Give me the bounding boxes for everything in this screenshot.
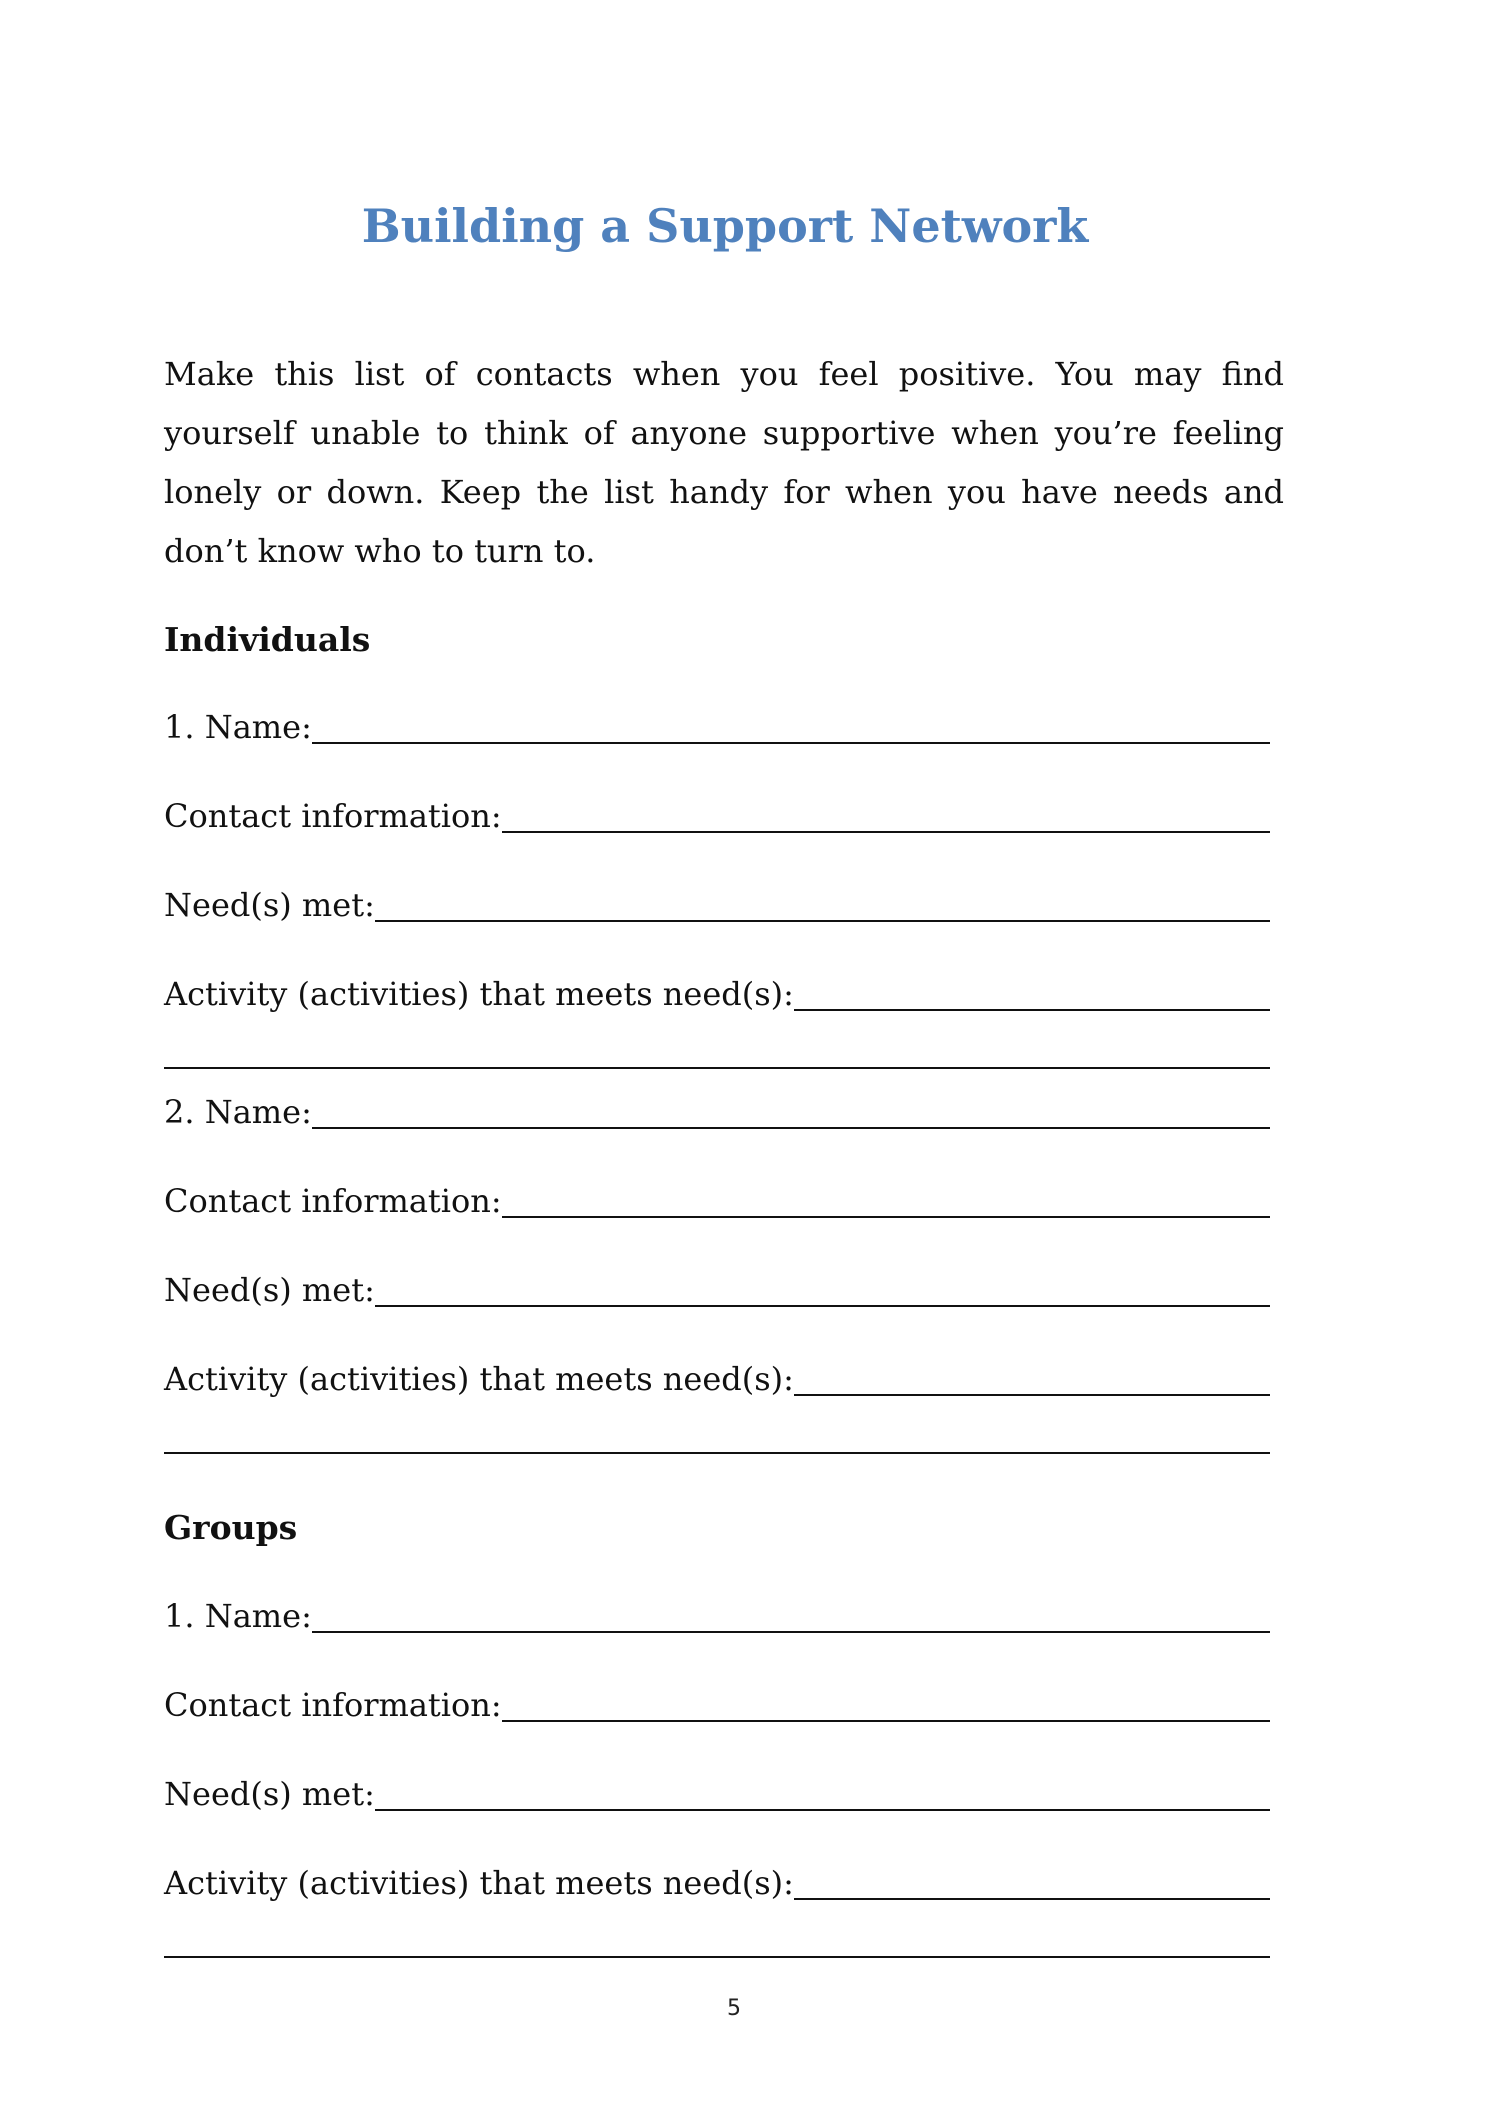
individual-2-name-field[interactable] (164, 1085, 1270, 1135)
field-label: Activity (activities) that meets need(s): (164, 1864, 794, 1902)
individual-2-needs-field[interactable] (164, 1263, 1270, 1313)
group-1-name-field[interactable] (164, 1589, 1270, 1639)
individual-1-contact-field[interactable] (164, 789, 1270, 839)
field-label: Contact information: (164, 1182, 502, 1220)
group-1-contact-field[interactable] (164, 1678, 1270, 1728)
field-label: 1. Name: (164, 708, 312, 746)
group-1-needs-field[interactable] (164, 1767, 1270, 1817)
individual-2-activity-field[interactable] (164, 1352, 1270, 1402)
fill-in-line[interactable] (375, 1305, 1270, 1307)
fill-in-line[interactable] (794, 1898, 1270, 1900)
intro-paragraph: Make this list of contacts when you feel positive. You may find yourself unable to think of anyone supportive when you’re feeling lonely or down. Keep the list handy for when you have needs and don’t know who to turn to. (164, 355, 1284, 570)
field-label: Contact information: (164, 1686, 502, 1724)
fill-in-line[interactable] (312, 742, 1270, 744)
groups-heading: Groups (164, 1508, 298, 1547)
individual-2-activity-continuation-line[interactable] (164, 1452, 1270, 1454)
group-1-activity-continuation-line[interactable] (164, 1956, 1270, 1958)
individuals-heading: Individuals (164, 620, 371, 659)
field-label: Need(s) met: (164, 1775, 375, 1813)
field-label: 2. Name: (164, 1093, 312, 1131)
field-label: 1. Name: (164, 1597, 312, 1635)
field-label: Activity (activities) that meets need(s): (164, 1360, 794, 1398)
individual-1-activity-field[interactable] (164, 967, 1270, 1017)
fill-in-line[interactable] (502, 831, 1270, 833)
fill-in-line[interactable] (312, 1631, 1270, 1633)
fill-in-line[interactable] (502, 1216, 1270, 1218)
fill-in-line[interactable] (794, 1009, 1270, 1011)
fill-in-line[interactable] (794, 1394, 1270, 1396)
individual-1-name-field[interactable] (164, 700, 1270, 750)
field-label: Contact information: (164, 797, 502, 835)
individual-1-needs-field[interactable] (164, 878, 1270, 928)
fill-in-line[interactable] (312, 1127, 1270, 1129)
page-number: 5 (727, 1996, 741, 2021)
group-1-activity-field[interactable] (164, 1856, 1270, 1906)
fill-in-line[interactable] (375, 1809, 1270, 1811)
page-title: Building a Support Network (361, 199, 1089, 253)
field-label: Need(s) met: (164, 1271, 375, 1309)
field-label: Need(s) met: (164, 886, 375, 924)
fill-in-line[interactable] (375, 920, 1270, 922)
individual-2-contact-field[interactable] (164, 1174, 1270, 1224)
field-label: Activity (activities) that meets need(s): (164, 975, 794, 1013)
fill-in-line[interactable] (502, 1720, 1270, 1722)
individual-1-activity-continuation-line[interactable] (164, 1067, 1270, 1069)
